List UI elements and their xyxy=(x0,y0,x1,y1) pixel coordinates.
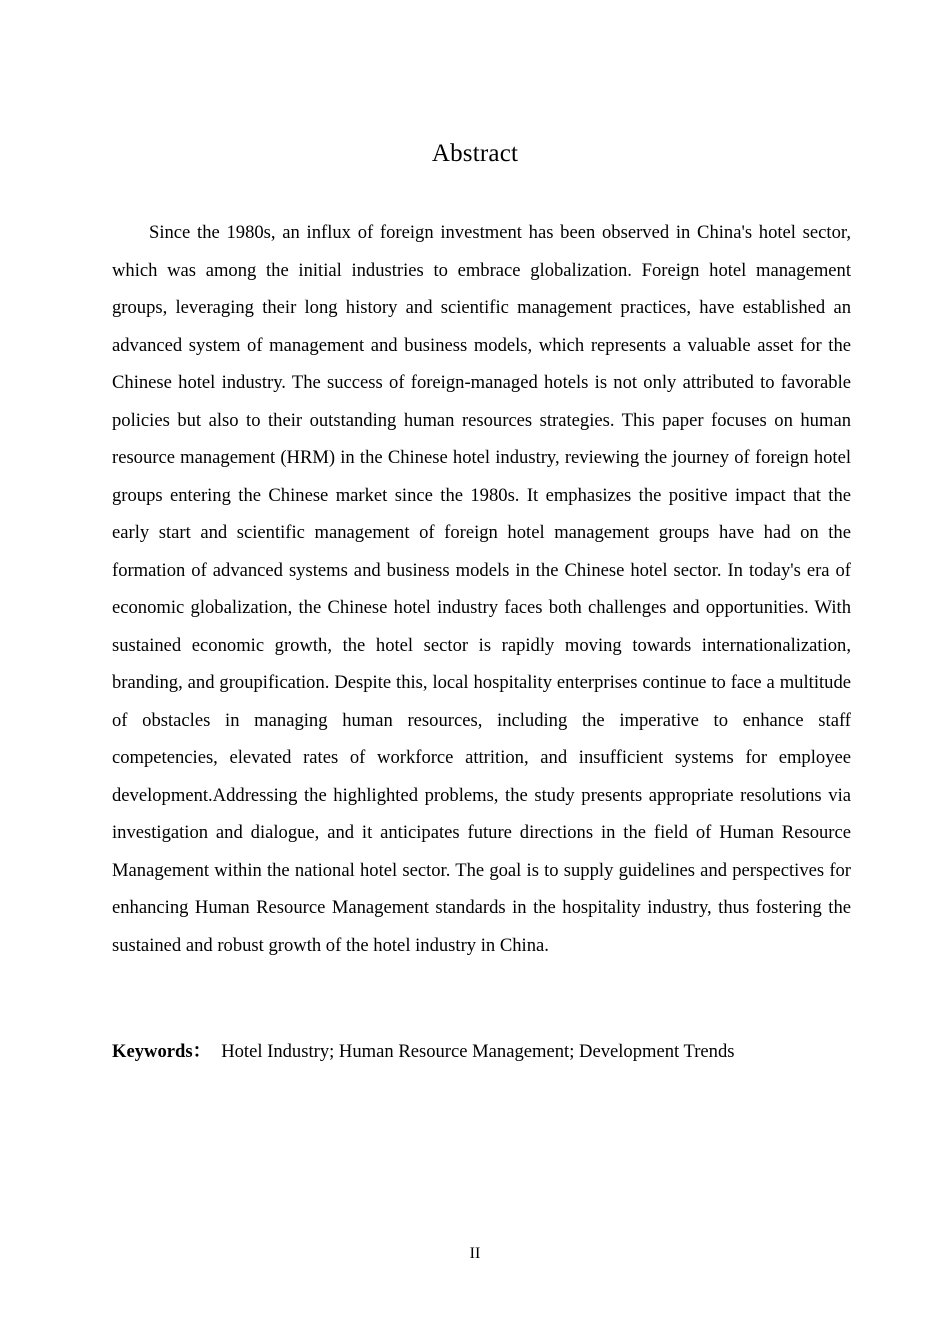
page-title: Abstract xyxy=(431,139,519,167)
keywords-line xyxy=(112,1037,851,1067)
keywords-value: Hotel Industry; Human Resource Management; Development Trends xyxy=(221,1041,735,1062)
keywords-colon: ： xyxy=(192,1041,212,1062)
abstract-body-text: Since the 1980s, an influx of foreign investment has been observed in China's hotel sector, which was among the initial industries to embrace globalization. Foreign hotel management groups, leveraging their long history and scientific management practices, have established an advanced system of management and business models, which represents a valuable asset for the Chinese hotel industry. The success of foreign-managed hotels is not only attributed to favorable policies but also to their outstanding human resources strategies. This paper focuses on human resource management (HRM) in the Chinese hotel industry, reviewing the journey of foreign hotel groups entering the Chinese market since the 1980s. It emphasizes the positive impact that the early start and scientific management of foreign hotel management groups have had on the formation of advanced systems and business models in the Chinese hotel sector. In today's era of economic globalization, the Chinese hotel industry faces both challenges and opportunities. With sustained economic growth, the hotel sector is rapidly moving towards internationalization, branding, and groupification. Despite this, local hospitality enterprises continue to face a multitude of obstacles in managing human resources, including the imperative to enhance staff competencies, elevated rates of workforce attrition, and insufficient systems for employee development.Addressing the highlighted problems, the study presents appropriate resolutions via investigation and dialogue, and it anticipates future directions in the field of Human Resource Management within the national hotel sector. The goal is to supply guidelines and perspectives for enhancing Human Resource Management standards in the hospitality industry, thus fostering the sustained and robust growth of the hotel industry in China. xyxy=(112,222,851,956)
abstract-section xyxy=(112,214,851,964)
page-number: II xyxy=(469,1245,481,1262)
keywords-label: Keywords xyxy=(112,1041,193,1062)
